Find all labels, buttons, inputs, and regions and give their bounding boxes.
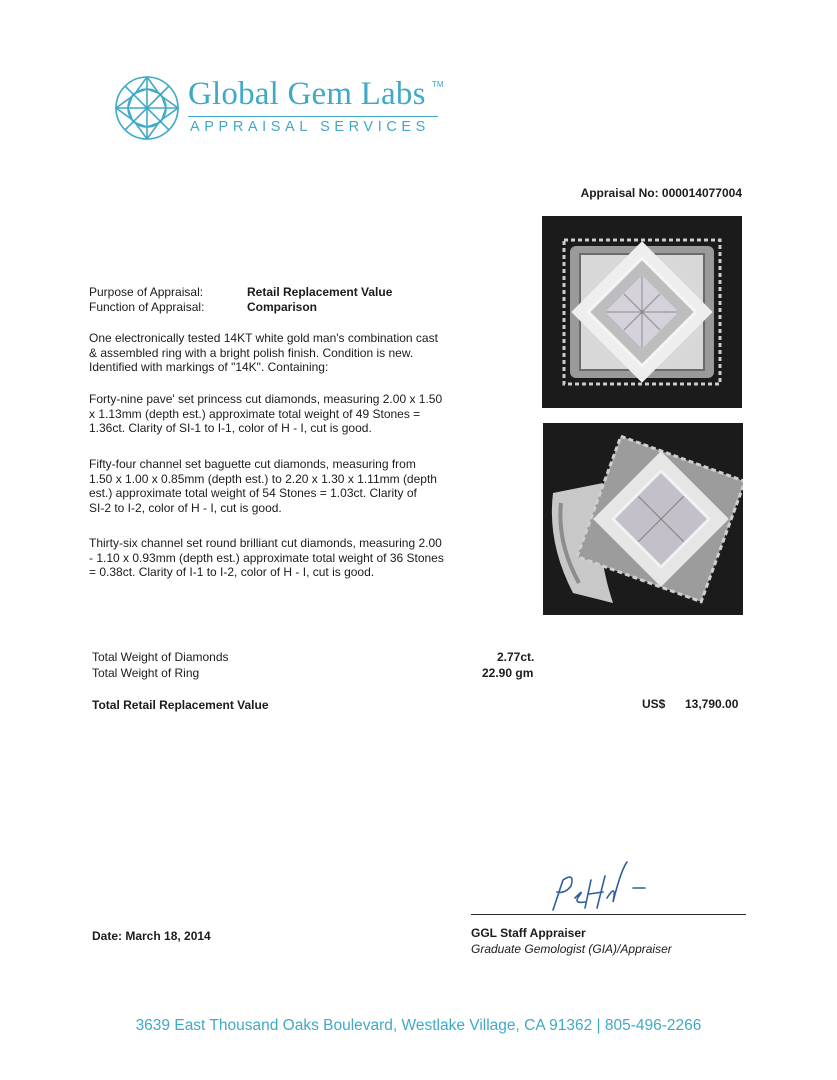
ring-photo-side bbox=[543, 423, 743, 615]
stone-line: Fifty-four channel set baguette cut diamonds, measuring from bbox=[89, 457, 416, 471]
stone-line: 1.50 x 1.00 x 0.85mm (depth est.) to 2.20 x 1.30 x 1.11mm (depth bbox=[89, 471, 437, 486]
description-line: Identified with markings of "14K". Containing: bbox=[89, 360, 329, 374]
appraisal-number: Appraisal No: 000014077004 bbox=[580, 186, 742, 200]
ring-photo-top bbox=[542, 216, 742, 408]
total-ring-value: 22.90 gm bbox=[482, 666, 534, 680]
purpose-label: Purpose of Appraisal: bbox=[89, 285, 204, 299]
retail-value: 13,790.00 bbox=[685, 697, 739, 711]
function-label: Function of Appraisal: bbox=[89, 300, 205, 314]
stone-group-round bbox=[89, 536, 504, 580]
stone-line: est.) approximate total weight of 54 Stones = 1.03ct. Clarity of bbox=[89, 486, 417, 500]
function-value: Comparison bbox=[247, 300, 318, 314]
stone-line: x 1.13mm (depth est.) approximate total weight of 49 Stones = bbox=[89, 406, 421, 421]
appraisal-date: Date: March 18, 2014 bbox=[92, 929, 211, 943]
currency: US$ bbox=[642, 697, 666, 711]
total-ring-label: Total Weight of Ring bbox=[92, 666, 200, 680]
purpose-value: Retail Replacement Value bbox=[247, 285, 393, 299]
item-description bbox=[89, 331, 504, 375]
stone-line: = 0.38ct. Clarity of I-1 to I-2, color of H - I, cut is good. bbox=[89, 565, 375, 579]
total-diamonds-value: 2.77ct. bbox=[497, 650, 535, 664]
stone-line: Thirty-six channel set round brilliant cut diamonds, measuring 2.00 bbox=[89, 536, 442, 550]
appraiser-title: GGL Staff Appraiser bbox=[471, 926, 586, 940]
total-diamonds-label: Total Weight of Diamonds bbox=[92, 650, 229, 664]
signature-image bbox=[545, 858, 655, 918]
stone-line: Forty-nine pave' set princess cut diamonds, measuring 2.00 x 1.50 bbox=[89, 392, 443, 406]
footer-address: 3639 East Thousand Oaks Boulevard, Westlake Village, CA 91362 | 805-496-2266 bbox=[135, 1017, 702, 1034]
brand-name: Global Gem Labs bbox=[188, 76, 426, 112]
brand-tagline: APPRAISAL SERVICES bbox=[190, 119, 430, 135]
stone-group-princess bbox=[89, 392, 504, 436]
stone-group-baguette bbox=[89, 457, 504, 515]
retail-value-label: Total Retail Replacement Value bbox=[92, 698, 269, 712]
stone-line: SI-2 to I-2, color of H - I, cut is good. bbox=[89, 500, 282, 515]
diamond-logo-icon bbox=[113, 74, 181, 142]
signature-line bbox=[471, 914, 746, 915]
stone-line: 1.36ct. Clarity of SI-1 to I-1, color of H - I, cut is good. bbox=[89, 421, 372, 435]
stone-line: - 1.10 x 0.93mm (depth est.) approximate total weight of 36 Stones bbox=[89, 550, 444, 565]
appraiser-credentials: Graduate Gemologist (GIA)/Appraiser bbox=[471, 942, 672, 956]
trademark: TM bbox=[432, 80, 444, 89]
brand-divider bbox=[188, 116, 438, 117]
description-line: One electronically tested 14KT white gold man's combination cast bbox=[89, 331, 438, 345]
description-line: & assembled ring with a bright polish finish. Condition is new. bbox=[89, 345, 414, 360]
